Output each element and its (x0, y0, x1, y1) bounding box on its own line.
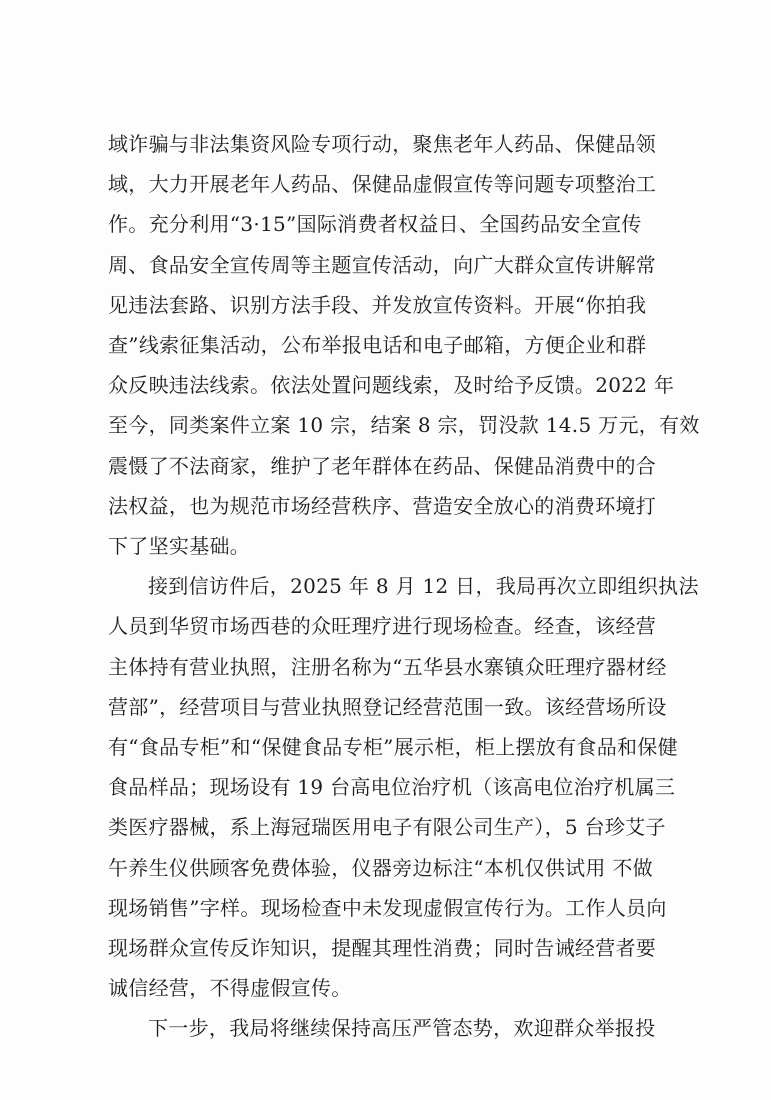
text-line: 众反映违法线索。依法处置问题线索，及时给予反馈。2022 年 (108, 373, 675, 397)
text-line: 作。充分利用“3·15”国际消费者权益日、全国药品安全宣传 (108, 212, 642, 236)
text-line: 下一步，我局将继续保持高压严管态势，欢迎群众举报投 (148, 1016, 656, 1040)
text-line: 下了坚实基础。 (108, 534, 251, 558)
text-line: 接到信访件后，2025 年 8 月 12 日，我局再次立即组织执法 (148, 574, 699, 598)
text-line: 震慑了不法商家，维护了老年群体在药品、保健品消费中的合 (108, 454, 657, 478)
text-line: 见违法套路、识别方法手段、并发放宣传资料。开展“你拍我 (108, 293, 647, 317)
text-line: 食品样品；现场设有 19 台高电位治疗机（该高电位治疗机属三 (108, 775, 676, 799)
text-line: 至今，同类案件立案 10 宗，结案 8 宗，罚没款 14.5 万元，有效 (108, 413, 700, 437)
text-line: 有“食品专柜”和“保健食品专柜”展示柜，柜上摆放有食品和保健 (108, 735, 678, 759)
text-line: 域诈骗与非法集资风险专项行动，聚焦老年人药品、保健品领 (108, 132, 657, 156)
text-line: 查”线索征集活动，公布举报电话和电子邮箱，方便企业和群 (108, 333, 647, 357)
text-line: 现场销售”字样。现场检查中未发现虚假宣传行为。工作人员向 (108, 896, 667, 920)
text-line: 现场群众宣传反诈知识，提醒其理性消费；同时告诫经营者要 (108, 936, 657, 960)
text-line: 主体持有营业执照，注册名称为“五华县水寨镇众旺理疗器材经 (108, 655, 667, 679)
text-line: 诚信经营，不得虚假宣传。 (108, 976, 352, 1000)
text-line: 法权益，也为规范市场经营秩序、营造安全放心的消费环境打 (108, 494, 657, 518)
text-line: 人员到华贸市场西巷的众旺理疗进行现场检查。经查，该经营 (108, 614, 657, 638)
text-line: 周、食品安全宣传周等主题宣传活动，向广大群众宣传讲解常 (108, 253, 657, 277)
text-line: 域，大力开展老年人药品、保健品虚假宣传等问题专项整治工 (108, 172, 657, 196)
text-line: 类医疗器械，系上海冠瑞医用电子有限公司生产），5 台珍艾子 (108, 815, 666, 839)
text-line: 营部”，经营项目与营业执照登记经营范围一致。该经营场所设 (108, 695, 667, 719)
text-line: 午养生仪供顾客免费体验，仪器旁边标注“本机仅供试用 不做 (108, 856, 653, 880)
